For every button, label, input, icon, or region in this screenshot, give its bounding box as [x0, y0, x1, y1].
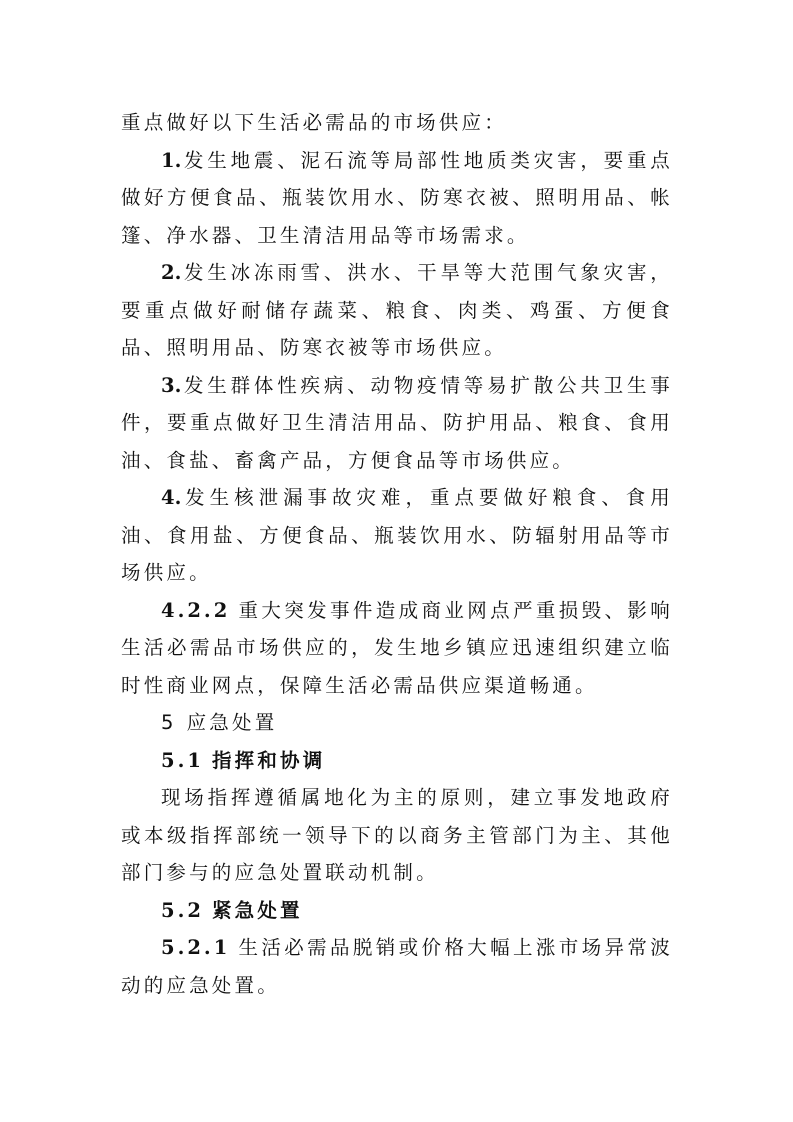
section-5-1-heading — [121, 742, 673, 780]
section-5-2-title: 紧急处置 — [211, 898, 303, 922]
clause-4-2-2-number: 4.2.2 — [161, 598, 231, 622]
section-5-1-number: 5.1 — [161, 748, 204, 772]
section-5-heading — [121, 704, 673, 742]
clause-5-2-1-number: 5.2.1 — [161, 936, 231, 959]
list-item-4-text: 发生核泄漏事故灾难，重点要做好粮食、食用油、食用盐、方便食品、瓶装饮用水、防辐射用品等市场供应。 — [121, 486, 673, 584]
list-item-2-number: 2. — [161, 261, 182, 284]
clause-4-2-2 — [121, 592, 673, 705]
section-5-1-title: 指挥和协调 — [211, 748, 326, 772]
list-item-4-number: 4. — [161, 486, 182, 509]
section-5-title: 应急处置 — [186, 711, 278, 734]
list-item-3-number: 3. — [161, 373, 182, 397]
section-5-number: 5 — [161, 711, 177, 734]
list-item-3 — [121, 367, 673, 480]
section-5-1-body-text: 现场指挥遵循属地化为主的原则，建立事发地政府或本级指挥部统一领导下的以商务主管部门为主、其他部门参与的应急处置联动机制。 — [121, 786, 673, 884]
list-item-2-text: 发生冰冻雨雪、洪水、干旱等大范围气象灾害，要重点做好耐储存蔬菜、粮食、肉类、鸡蛋、方便食品、照明用品、防寒衣被等市场供应。 — [121, 261, 673, 359]
document-body — [121, 104, 673, 1004]
paragraph-intro — [121, 104, 673, 142]
list-item-2 — [121, 254, 673, 367]
section-5-2-number: 5.2 — [161, 898, 204, 922]
list-item-1-number: 1. — [161, 148, 182, 172]
paragraph-intro-text: 重点做好以下生活必需品的市场供应： — [121, 111, 507, 134]
list-item-3-text: 发生群体性疾病、动物疫情等易扩散公共卫生事件，要重点做好卫生清洁用品、防护用品、粮食、食用油、食盐、畜禽产品，方便食品等市场供应。 — [121, 373, 673, 472]
list-item-4 — [121, 479, 673, 592]
clause-4-2-2-text: 重大突发事件造成商业网点严重损毁、影响生活必需品市场供应的，发生地乡镇应迅速组织建立临时性商业网点，保障生活必需品供应渠道畅通。 — [121, 598, 673, 697]
list-item-1-text: 发生地震、泥石流等局部性地质类灾害，要重点做好方便食品、瓶装饮用水、防寒衣被、照明用品、帐篷、净水器、卫生清洁用品等市场需求。 — [121, 148, 673, 247]
clause-5-2-1-text: 生活必需品脱销或价格大幅上涨市场异常波动的应急处置。 — [121, 936, 673, 997]
list-item-1 — [121, 142, 673, 255]
clause-5-2-1 — [121, 929, 673, 1004]
section-5-2-heading — [121, 892, 673, 930]
section-5-1-body — [121, 779, 673, 892]
